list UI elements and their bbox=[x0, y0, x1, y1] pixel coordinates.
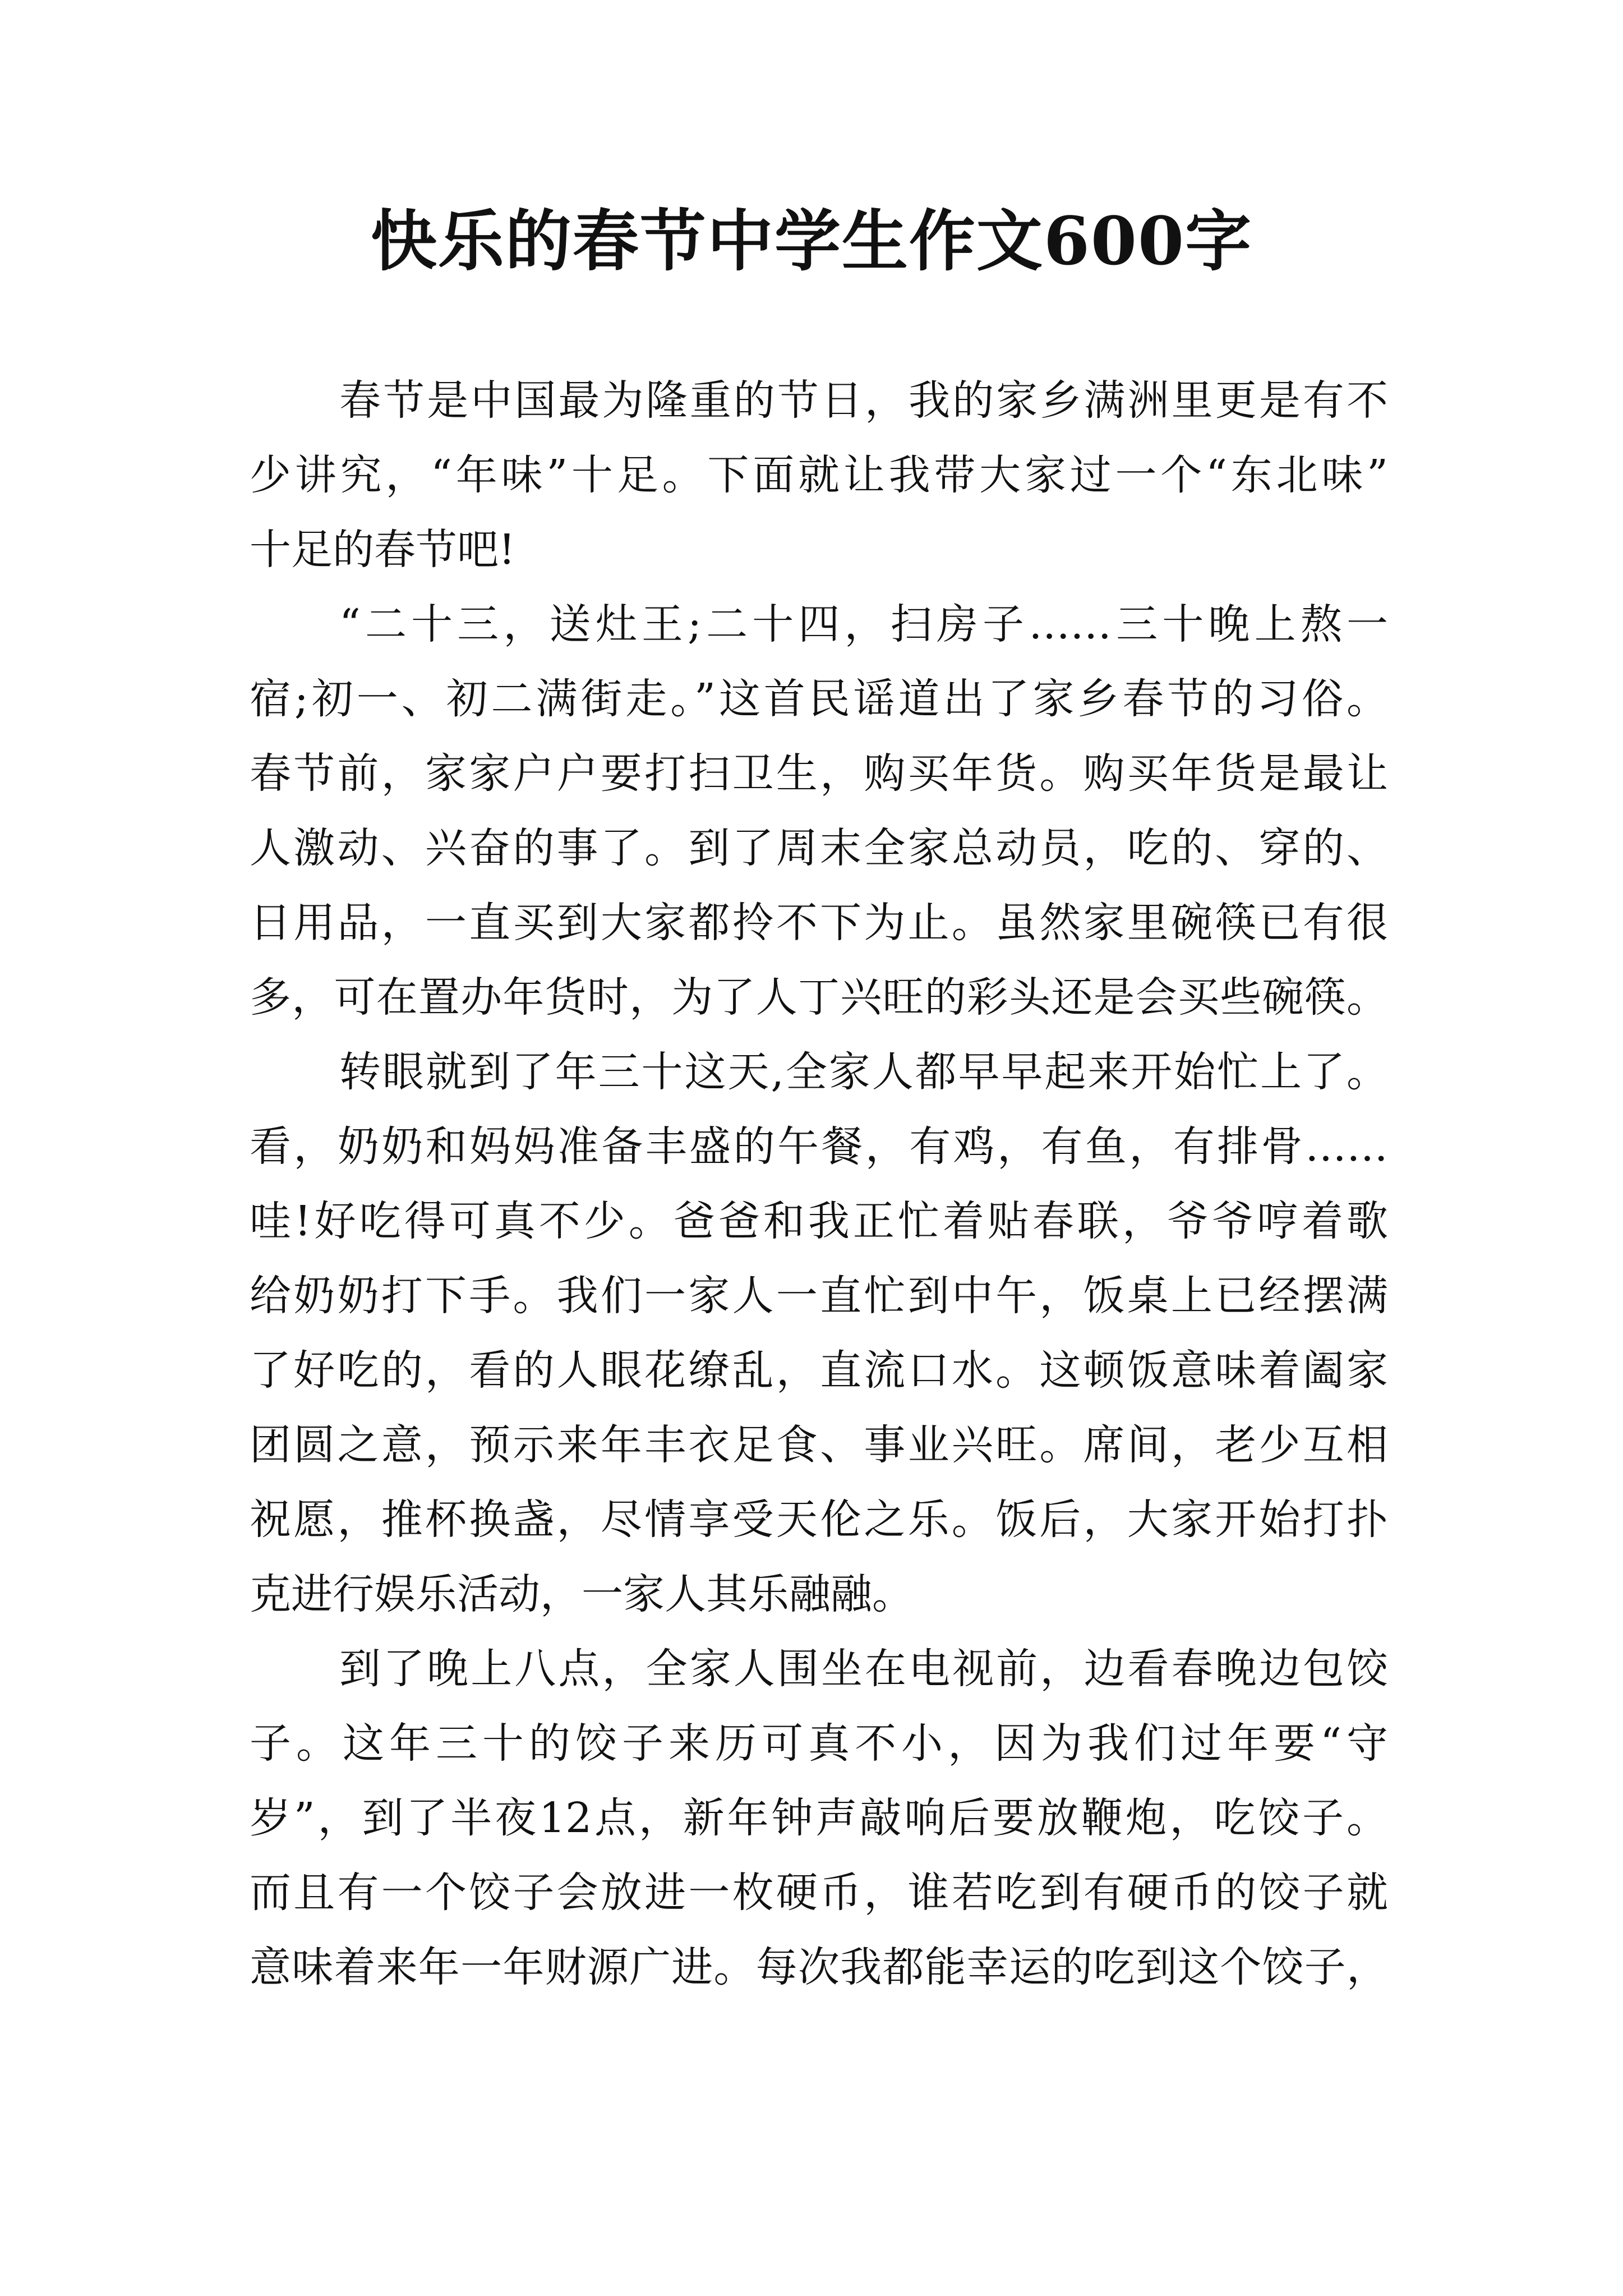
text-line: 到了晚上八点，全家人围坐在电视前，边看春晚边包饺 bbox=[339, 1645, 1388, 1693]
text-line: 少讲究，“年味”十足。下面就让我带大家过一个“东北味” bbox=[250, 451, 1388, 499]
text-line: 克进行娱乐活动，一家人其乐融融。 bbox=[250, 1570, 914, 1618]
text-line: 而且有一个饺子会放进一枚硬币，谁若吃到有硬币的饺子就 bbox=[250, 1869, 1388, 1917]
text-line: 意味着来年一年财源广进。每次我都能幸运的吃到这个饺子， bbox=[250, 1943, 1388, 1991]
text-line: 给奶奶打下手。我们一家人一直忙到中午，饭桌上已经摆满 bbox=[250, 1272, 1388, 1320]
text-line: 春节是中国最为隆重的节日，我的家乡满洲里更是有不 bbox=[339, 376, 1388, 425]
text-line: 日用品，一直买到大家都拎不下为止。虽然家里碗筷已有很 bbox=[250, 899, 1388, 947]
text-line: 人激动、兴奋的事了。到了周末全家总动员，吃的、穿的、 bbox=[250, 824, 1388, 872]
text-line: 子。这年三十的饺子来历可真不小，因为我们过年要“守 bbox=[250, 1719, 1388, 1768]
text-line: 哇!好吃得可真不少。爸爸和我正忙着贴春联，爷爷哼着歌 bbox=[250, 1197, 1388, 1245]
text-line: 转眼就到了年三十这天,全家人都早早起来开始忙上了。 bbox=[339, 1048, 1388, 1096]
text-line: 了好吃的，看的人眼花缭乱，直流口水。这顿饭意味着阖家 bbox=[250, 1346, 1388, 1395]
text-line: 祝愿，推杯换盏，尽情享受天伦之乐。饭后，大家开始打扑 bbox=[250, 1496, 1388, 1544]
text-line: 岁”，到了半夜12点，新年钟声敲响后要放鞭炮，吃饺子。 bbox=[250, 1794, 1388, 1842]
text-line: 十足的春节吧! bbox=[250, 526, 515, 574]
text-line: 团圆之意，预示来年丰衣足食、事业兴旺。席间，老少互相 bbox=[250, 1421, 1388, 1469]
text-line: 多，可在置办年货时，为了人丁兴旺的彩头还是会买些碗筷。 bbox=[250, 973, 1388, 1022]
text-line: 看，奶奶和妈妈准备丰盛的午餐，有鸡，有鱼，有排骨…… bbox=[250, 1122, 1388, 1171]
text-line: 宿;初一、初二满街走。”这首民谣道出了家乡春节的习俗。 bbox=[250, 675, 1388, 723]
text-line: 春节前，家家户户要打扫卫生，购买年货。购买年货是最让 bbox=[250, 749, 1388, 798]
text-line: “二十三，送灶王;二十四，扫房子……三十晚上熬一 bbox=[339, 600, 1388, 648]
document-title: 快乐的春节中学生作文600字 bbox=[370, 202, 1253, 280]
essay-body bbox=[250, 364, 1388, 2005]
